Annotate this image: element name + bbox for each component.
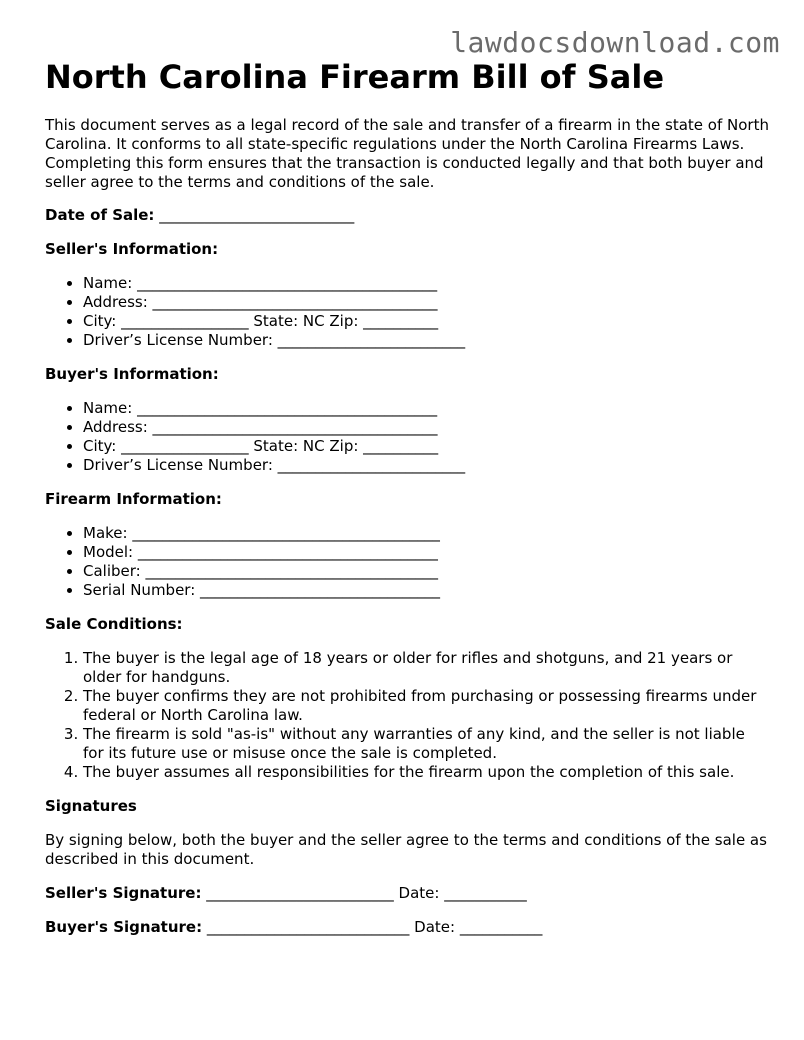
- intro-paragraph: This document serves as a legal record of the sale and transfer of a firearm in the state of North Carolina. It conforms to all state-specific regulations under the North Carolina Firearms Laws. Completing this form ensures that the transaction is conducted legally and that both buyer and seller agree to the terms and conditions of the sale.: [45, 116, 769, 191]
- firearm-caliber-field[interactable]: • Caliber: _______________________________________: [83, 562, 770, 581]
- buyer-info-list: [45, 399, 770, 475]
- date-of-sale-field[interactable]: [45, 206, 770, 225]
- seller-info-heading: Seller's Information:: [45, 240, 219, 258]
- firearm-serial-field[interactable]: • Serial Number: ________________________________: [83, 581, 770, 600]
- seller-signature-field[interactable]: [45, 884, 770, 903]
- buyer-license-field[interactable]: • Driver’s License Number: _________________________: [83, 456, 770, 475]
- seller-name-field[interactable]: • Name: ________________________________________: [83, 274, 770, 293]
- seller-address-field[interactable]: • Address: ______________________________________: [83, 293, 770, 312]
- firearm-info-list: [45, 524, 770, 600]
- date-of-sale-label: Date of Sale:: [45, 206, 155, 224]
- seller-city-state-zip-field[interactable]: • City: _________________ State: NC Zip: __________: [83, 312, 770, 331]
- date-of-sale-line[interactable]: __________________________: [159, 206, 355, 224]
- sale-conditions-heading: Sale Conditions:: [45, 615, 183, 633]
- buyer-signature-label: Buyer's Signature:: [45, 918, 203, 936]
- firearm-model-field[interactable]: • Model: ________________________________________: [83, 543, 770, 562]
- buyer-signature-field[interactable]: [45, 918, 770, 937]
- page-title: North Carolina Firearm Bill of Sale: [45, 58, 665, 96]
- condition-item: 1. The buyer is the legal age of 18 years or older for rifles and shotguns, and 21 years or older for handguns.: [83, 649, 770, 687]
- document-page: [45, 58, 770, 937]
- watermark-text: lawdocsdownload.com: [450, 26, 780, 59]
- condition-item: 3. The firearm is sold "as-is" without any warranties of any kind, and the seller is not liable for its future use or misuse once the sale is completed.: [83, 725, 770, 763]
- buyer-name-field[interactable]: • Name: ________________________________________: [83, 399, 770, 418]
- signatures-text: By signing below, both the buyer and the seller agree to the terms and conditions of the sale as described in this document.: [45, 831, 767, 868]
- buyer-address-field[interactable]: • Address: ______________________________________: [83, 418, 770, 437]
- condition-item: 2. The buyer confirms they are not prohibited from purchasing or possessing firearms under federal or North Carolina law.: [83, 687, 770, 725]
- seller-license-field[interactable]: • Driver’s License Number: _________________________: [83, 331, 770, 350]
- signatures-heading: Signatures: [45, 797, 137, 815]
- firearm-make-field[interactable]: • Make: _________________________________________: [83, 524, 770, 543]
- buyer-city-state-zip-field[interactable]: • City: _________________ State: NC Zip: __________: [83, 437, 770, 456]
- seller-signature-label: Seller's Signature:: [45, 884, 202, 902]
- buyer-info-heading: Buyer's Information:: [45, 365, 219, 383]
- seller-info-list: [45, 274, 770, 350]
- sale-conditions-list: [45, 649, 770, 782]
- seller-signature-line[interactable]: _________________________ Date: ___________: [206, 884, 527, 902]
- condition-item: 4. The buyer assumes all responsibilities for the firearm upon the completion of this sale.: [83, 763, 770, 782]
- buyer-signature-line[interactable]: ___________________________ Date: ___________: [206, 918, 543, 936]
- firearm-info-heading: Firearm Information:: [45, 490, 222, 508]
